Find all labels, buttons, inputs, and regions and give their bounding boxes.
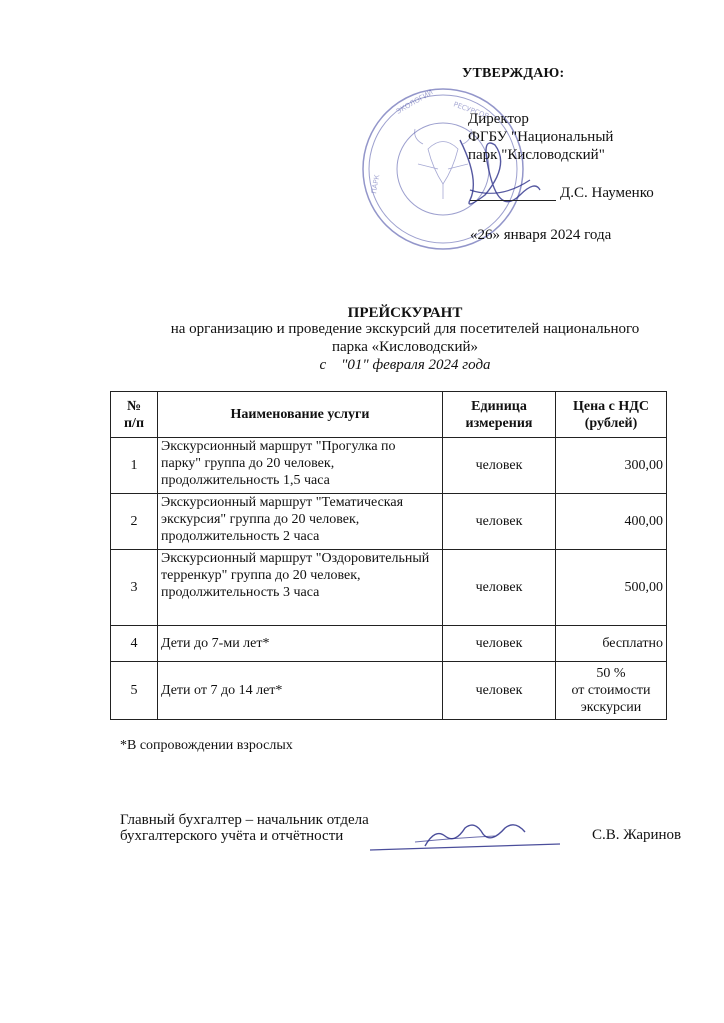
- effective-date: с "01" февраля 2024 года: [319, 357, 491, 373]
- header-number: № п/п: [111, 392, 158, 438]
- table-row: [111, 662, 667, 720]
- service-unit: человек: [443, 626, 556, 662]
- accountant-position: Главный бухгалтер – начальник отдела бухгалтерского учёта и отчётности: [120, 812, 369, 844]
- approval-position-line-3: парк "Кисловодский": [468, 147, 605, 163]
- approval-signatory: Д.С. Науменко: [560, 185, 654, 201]
- approval-date: «26» января 2024 года: [470, 227, 612, 243]
- accountant-signatory: С.В. Жаринов: [592, 827, 682, 843]
- price-table: [110, 391, 667, 720]
- service-unit: человек: [443, 662, 556, 720]
- table-header-row: [111, 392, 667, 438]
- document-subtitle-line-1: на организацию и проведение экскурсий для посетителей национального: [170, 321, 640, 337]
- document-title: ПРЕЙСКУРАНТ: [347, 305, 463, 321]
- row-number: 3: [111, 550, 158, 626]
- signature-line: [470, 200, 556, 201]
- row-number: 4: [111, 626, 158, 662]
- service-price: бесплатно: [556, 626, 667, 662]
- row-number: 1: [111, 438, 158, 494]
- service-name: Дети от 7 до 14 лет*: [158, 662, 443, 720]
- service-name: Экскурсионный маршрут "Прогулка по парку" группа до 20 человек, продолжительность 1,5 часа: [158, 438, 443, 494]
- service-price: 400,00: [556, 494, 667, 550]
- service-unit: человек: [443, 550, 556, 626]
- svg-text:ПАРК: ПАРК: [370, 174, 382, 195]
- approval-position-line-1: Директор: [468, 111, 529, 127]
- service-price: 50 % от стоимости экскурсии: [556, 662, 667, 720]
- svg-text:РЕСУРСОВ: РЕСУРСОВ: [452, 100, 491, 121]
- table-row: [111, 494, 667, 550]
- row-number: 5: [111, 662, 158, 720]
- table-row: [111, 550, 667, 626]
- table-row: [111, 438, 667, 494]
- service-unit: человек: [443, 438, 556, 494]
- accountant-signature: [365, 818, 565, 858]
- approval-heading: УТВЕРЖДАЮ:: [462, 66, 565, 81]
- header-price: Цена с НДС (рублей): [556, 392, 667, 438]
- service-name: Экскурсионный маршрут "Оздоровительный терренкур" группа до 20 человек, продолжительность 3 часа: [158, 550, 443, 626]
- service-name: Дети до 7-ми лет*: [158, 626, 443, 662]
- service-name: Экскурсионный маршрут "Тематическая экскурсия" группа до 20 человек, продолжительность 2 часа: [158, 494, 443, 550]
- service-unit: человек: [443, 494, 556, 550]
- service-price: 500,00: [556, 550, 667, 626]
- header-unit: Единица измерения: [443, 392, 556, 438]
- approval-position-line-2: ФГБУ "Национальный: [468, 129, 614, 145]
- footnote: *В сопровождении взрослых: [120, 738, 293, 753]
- svg-text:ЭКОЛОГИИ: ЭКОЛОГИИ: [395, 88, 435, 116]
- table-row: [111, 626, 667, 662]
- header-service-name: Наименование услуги: [158, 392, 443, 438]
- row-number: 2: [111, 494, 158, 550]
- service-price: 300,00: [556, 438, 667, 494]
- document-subtitle-line-2: парка «Кисловодский»: [331, 339, 478, 355]
